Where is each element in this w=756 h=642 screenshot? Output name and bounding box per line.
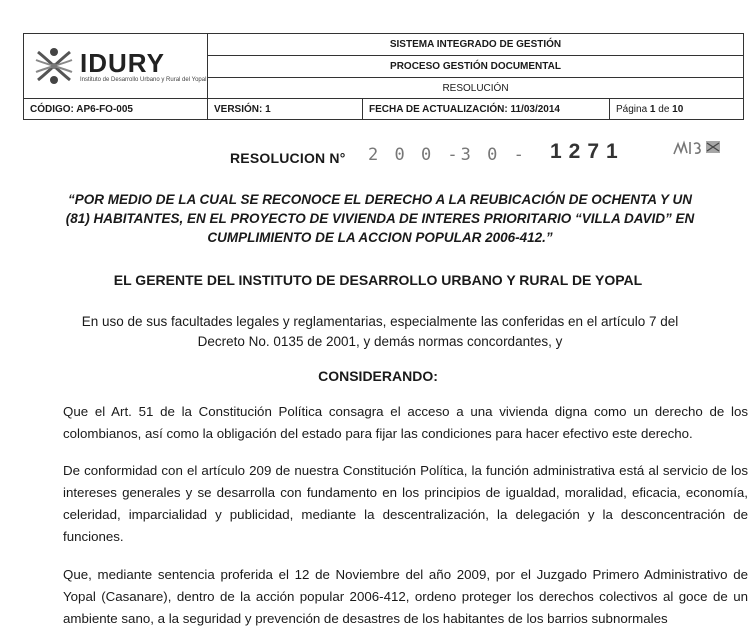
idury-logo-icon: [34, 46, 74, 86]
page-of: de: [655, 103, 673, 115]
paragraph-1: Que el Art. 51 de la Constitución Política consagra el acceso a una vivienda digna como un derecho de los colombianos, así como la obligación del estado para fijar las condiciones para hacer efectivo este derecho.: [63, 404, 748, 441]
updated-cell: FECHA DE ACTUALIZACIÓN: 11/03/2014: [363, 99, 610, 120]
code-cell: CÓDIGO: AP6-FO-005: [24, 99, 208, 120]
paragraph-3: Que, mediante sentencia proferida el 12 de Noviembre del año 2009, por el Juzgado Primero Administrativo de Yopal (Casanare), dentro de la acción popular 2006-412, ordeno proteger los derechos colectivos al goce de un ambiente sano, a la seguridad y prevención de desastres de los habitantes de los barrios subnormales: [63, 567, 748, 626]
page-total: 10: [672, 103, 684, 115]
process-title: PROCESO GESTIÓN DOCUMENTAL: [208, 56, 744, 78]
resolution-number: 1271: [550, 140, 625, 163]
logo-cell: [24, 34, 208, 99]
logo-wordmark: IDURY: [80, 47, 165, 78]
resolution-stamp: 2 0 0 -3 0 -: [368, 145, 527, 165]
resolution-label: RESOLUCION N°: [230, 150, 346, 166]
document-header-table: [23, 33, 744, 120]
page-current: 1: [649, 103, 656, 115]
idury-logo: [34, 46, 207, 86]
page-prefix: Página: [616, 103, 650, 115]
handwritten-mark-icon: [672, 138, 726, 160]
paragraph-2: De conformidad con el artículo 209 de nuestra Constitución Política, la función administrativa está al servicio de los intereses generales y se desarrolla con fundamento en los principios de igualdad, moralidad, eficacia, economía, celeridad, imparcialidad y publicidad, mediante la descentralización, la delegación y la desconcentración de funciones.: [63, 463, 748, 544]
doc-type: RESOLUCIÓN: [208, 78, 744, 99]
logo-subtitle: Instituto de Desarrollo Urbano y Rural del Yopal: [80, 76, 207, 83]
considerando-heading: CONSIDERANDO:: [318, 368, 438, 384]
resolution-line: [0, 140, 756, 170]
authority-paragraph: En uso de sus facultades legales y reglamentarias, especialmente las conferidas en el artículo 7 del Decreto No. 0135 de 2001, y demás normas concordantes, y: [81, 314, 679, 349]
resolution-title: “POR MEDIO DE LA CUAL SE RECONOCE EL DERECHO A LA REUBICACIÓN DE OCHENTA Y UN (81) HABITANTES, EN EL PROYECTO DE VIVIENDA DE INTERES PRIORITARIO “VILLA DAVID” EN CUMPLIMIENTO DE LA ACCION POPULAR 2006-412.”: [65, 192, 695, 245]
system-title: SISTEMA INTEGRADO DE GESTIÓN: [208, 34, 744, 56]
version-cell: VERSIÓN: 1: [208, 99, 363, 120]
issuer-heading: EL GERENTE DEL INSTITUTO DE DESARROLLO URBANO Y RURAL DE YOPAL: [113, 272, 643, 288]
page-cell: [610, 99, 744, 120]
